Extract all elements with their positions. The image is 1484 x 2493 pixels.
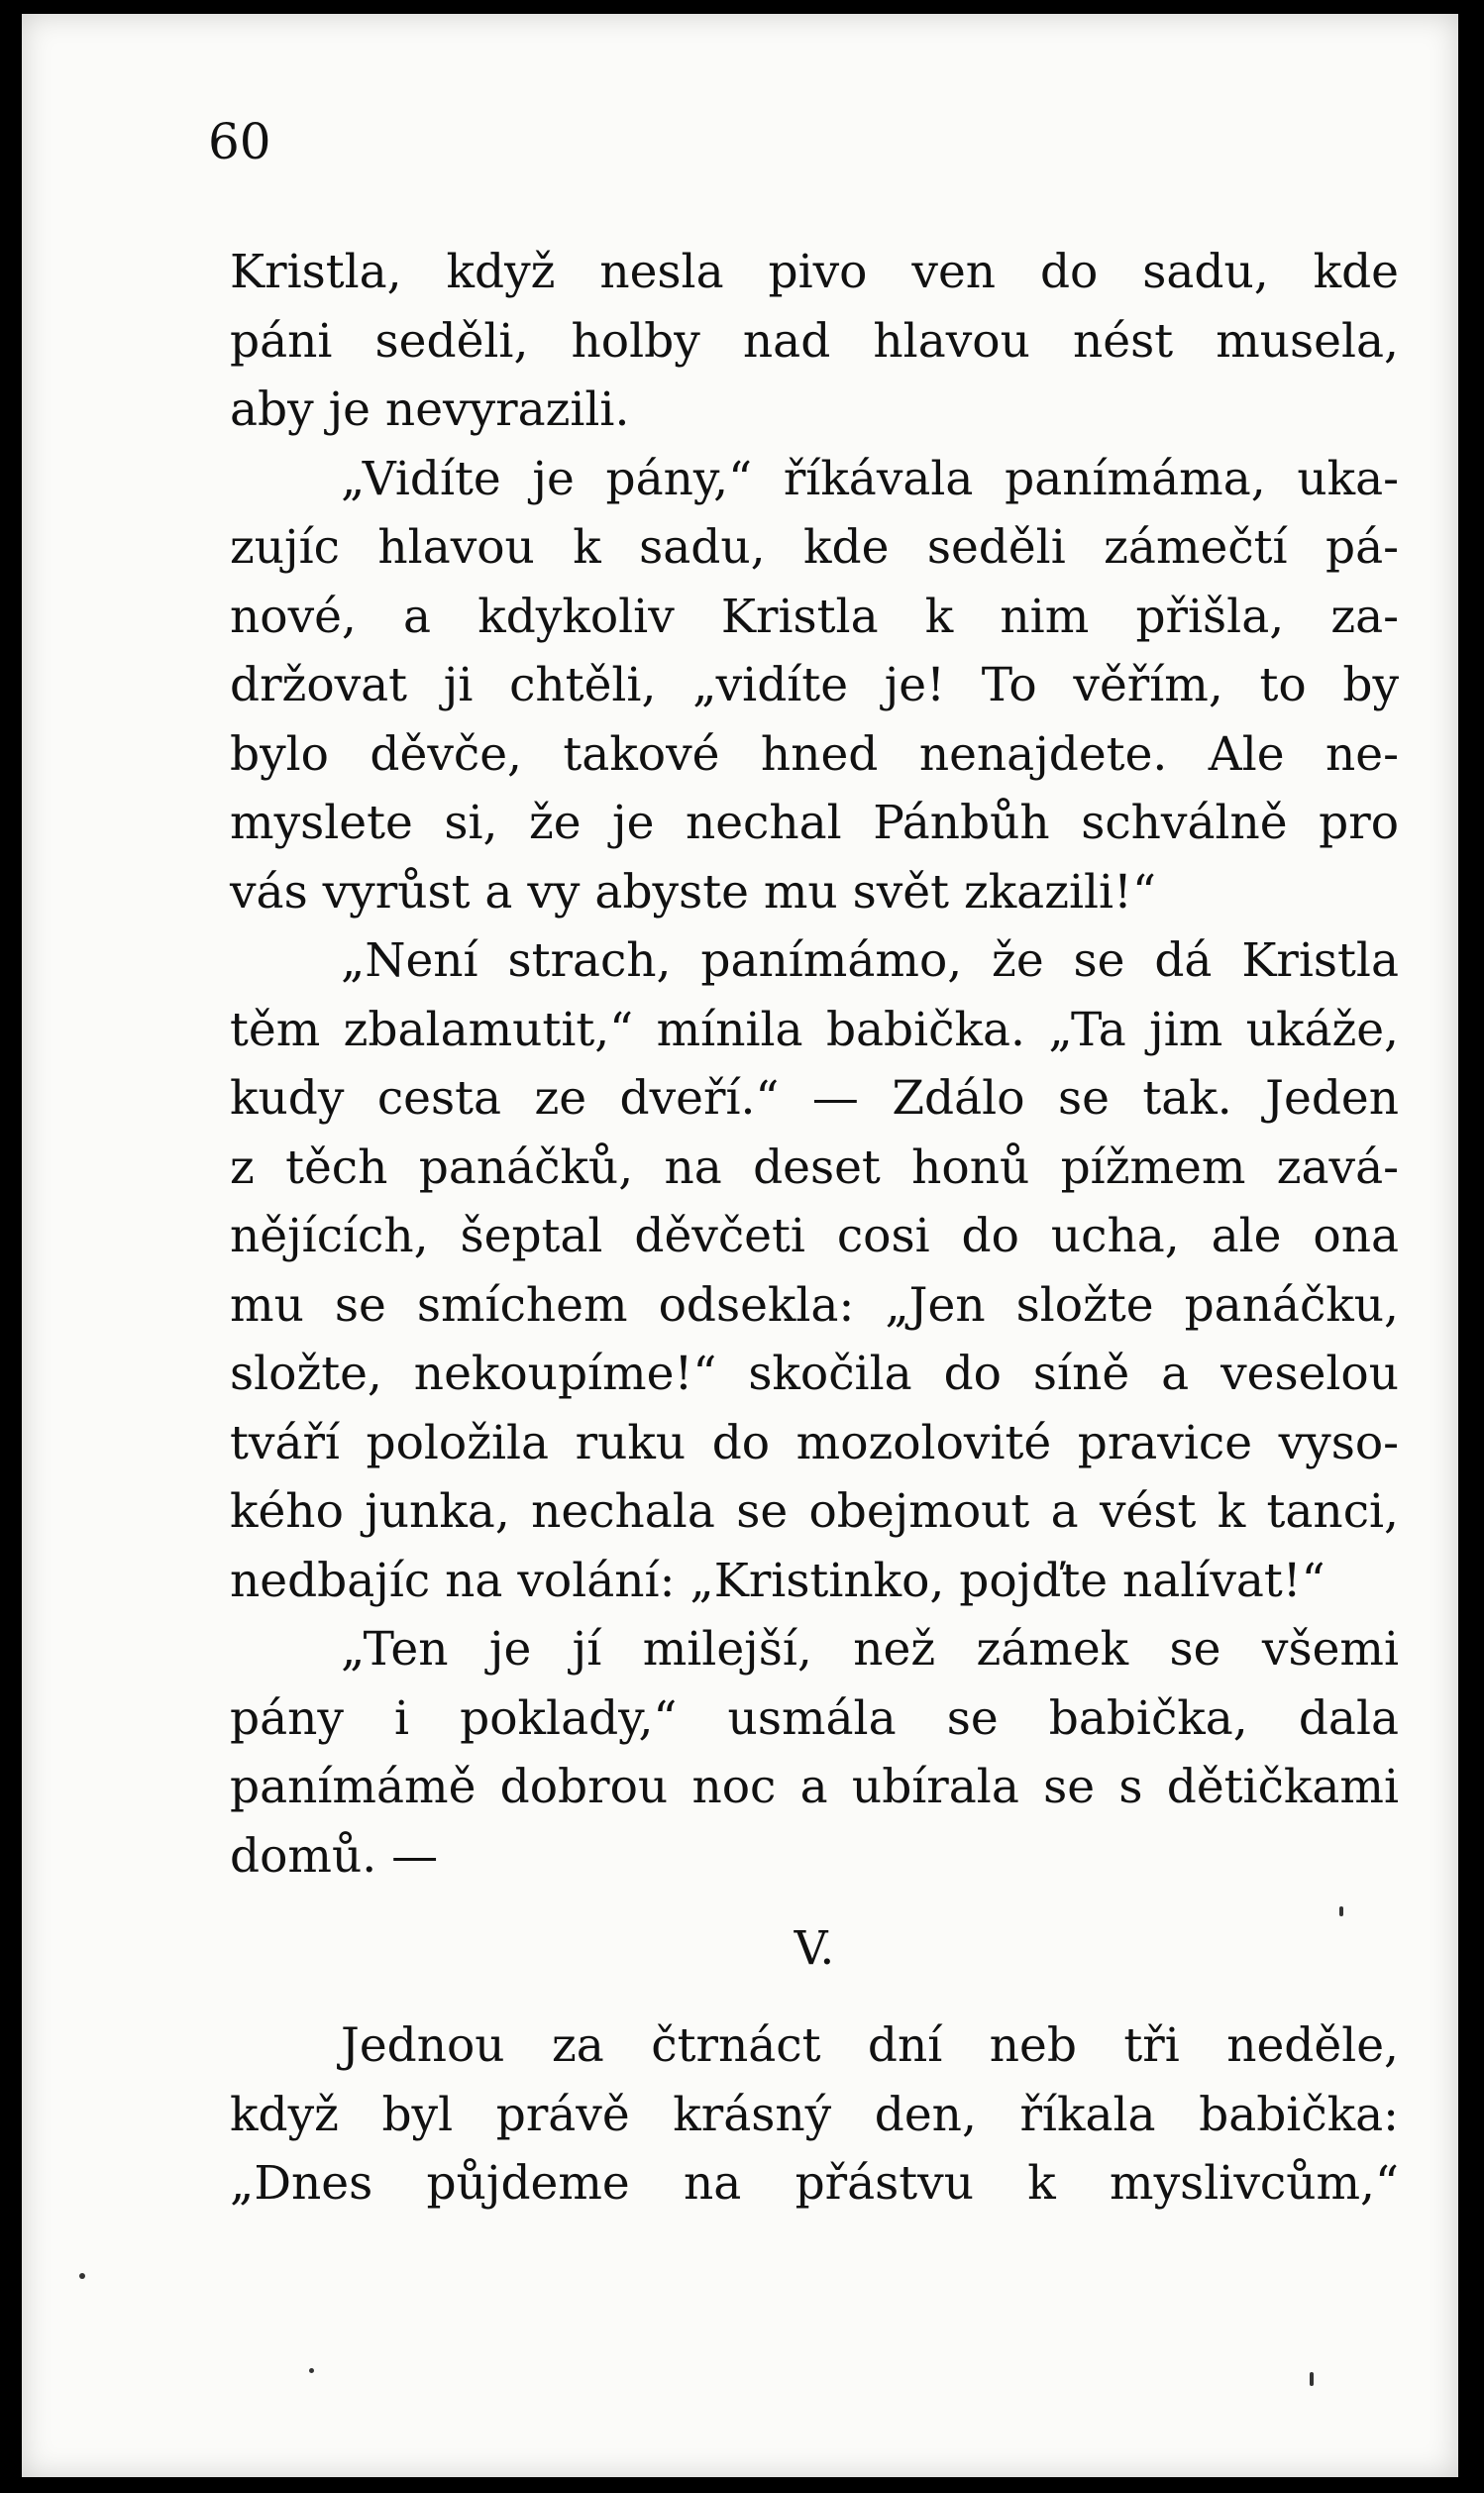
text-line: vás vyrůst a vy abyste mu svět zkazili!“ xyxy=(230,864,1156,920)
text-line: mu se smíchem odsekla: „Jen složte panáčku, xyxy=(230,1277,1399,1333)
text-line: držovat ji chtěli, „vidíte je! To věřím, to by xyxy=(230,658,1399,712)
paper-speck xyxy=(1339,1906,1343,1916)
text-line: tváří položila ruku do mozolovité pravice vyso- xyxy=(230,1415,1399,1470)
text-line: „Dnes půjdeme na přástvu k myslivcům,“ xyxy=(230,2156,1399,2211)
text-line: z těch panáčků, na deset honů pížmem zavá- xyxy=(230,1139,1399,1195)
text-line: „Vidíte je pány,“ říkávala panímáma, uka- xyxy=(341,451,1399,506)
text-block-chapter xyxy=(230,2011,1399,2219)
text-line: pány i poklady,“ usmála se babička, dala xyxy=(230,1690,1399,1746)
page-number: 60 xyxy=(208,113,271,170)
text-line: kudy cesta ze dveří.“ — Zdálo se tak. Jeden xyxy=(230,1071,1399,1126)
text-line: aby je nevyrazili. xyxy=(230,382,630,437)
text-line: složte, nekoupíme!“ skočila do síně a veselou xyxy=(230,1347,1399,1401)
text-line: „Ten je jí milejší, než zámek se všemi xyxy=(341,1622,1399,1677)
text-line: panímámě dobrou noc a ubírala se s dětičkami xyxy=(230,1760,1399,1814)
chapter-heading: V. xyxy=(794,1921,835,1976)
text-line: domů. — xyxy=(230,1828,439,1884)
text-line: nedbajíc na volání: „Kristinko, pojďte nalívat!“ xyxy=(230,1553,1325,1608)
text-line: Kristla, když nesla pivo ven do sadu, kde xyxy=(230,245,1399,299)
text-line: Jednou za čtrnáct dní neb tři neděle, xyxy=(341,2018,1399,2073)
text-line: myslete si, že je nechal Pánbůh schválně pro xyxy=(230,796,1399,850)
text-line: páni seděli, holby nad hlavou nést musela, xyxy=(230,313,1399,369)
text-line: když byl právě krásný den, říkala babička: xyxy=(230,2087,1399,2142)
paper-speck xyxy=(79,2273,85,2279)
text-line: nějících, šeptal děvčeti cosi do ucha, ale ona xyxy=(230,1209,1399,1263)
text-line: „Není strach, panímámo, že se dá Kristla xyxy=(341,933,1399,988)
text-line: bylo děvče, takové hned nenajdete. Ale ne- xyxy=(230,726,1399,782)
text-line: nové, a kdykoliv Kristla k nim přišla, za- xyxy=(230,589,1399,644)
text-line: těm zbalamutit,“ mínila babička. „Ta jim ukáže, xyxy=(230,1002,1399,1057)
book-page xyxy=(22,14,1458,2477)
text-line: kého junka, nechala se obejmout a vést k tanci, xyxy=(230,1484,1399,1539)
paper-speck xyxy=(1310,2372,1314,2386)
text-block-main xyxy=(230,238,1399,1891)
paper-speck xyxy=(309,2368,314,2373)
text-line: zujíc hlavou k sadu, kde seděli zámečtí pá- xyxy=(230,520,1399,575)
